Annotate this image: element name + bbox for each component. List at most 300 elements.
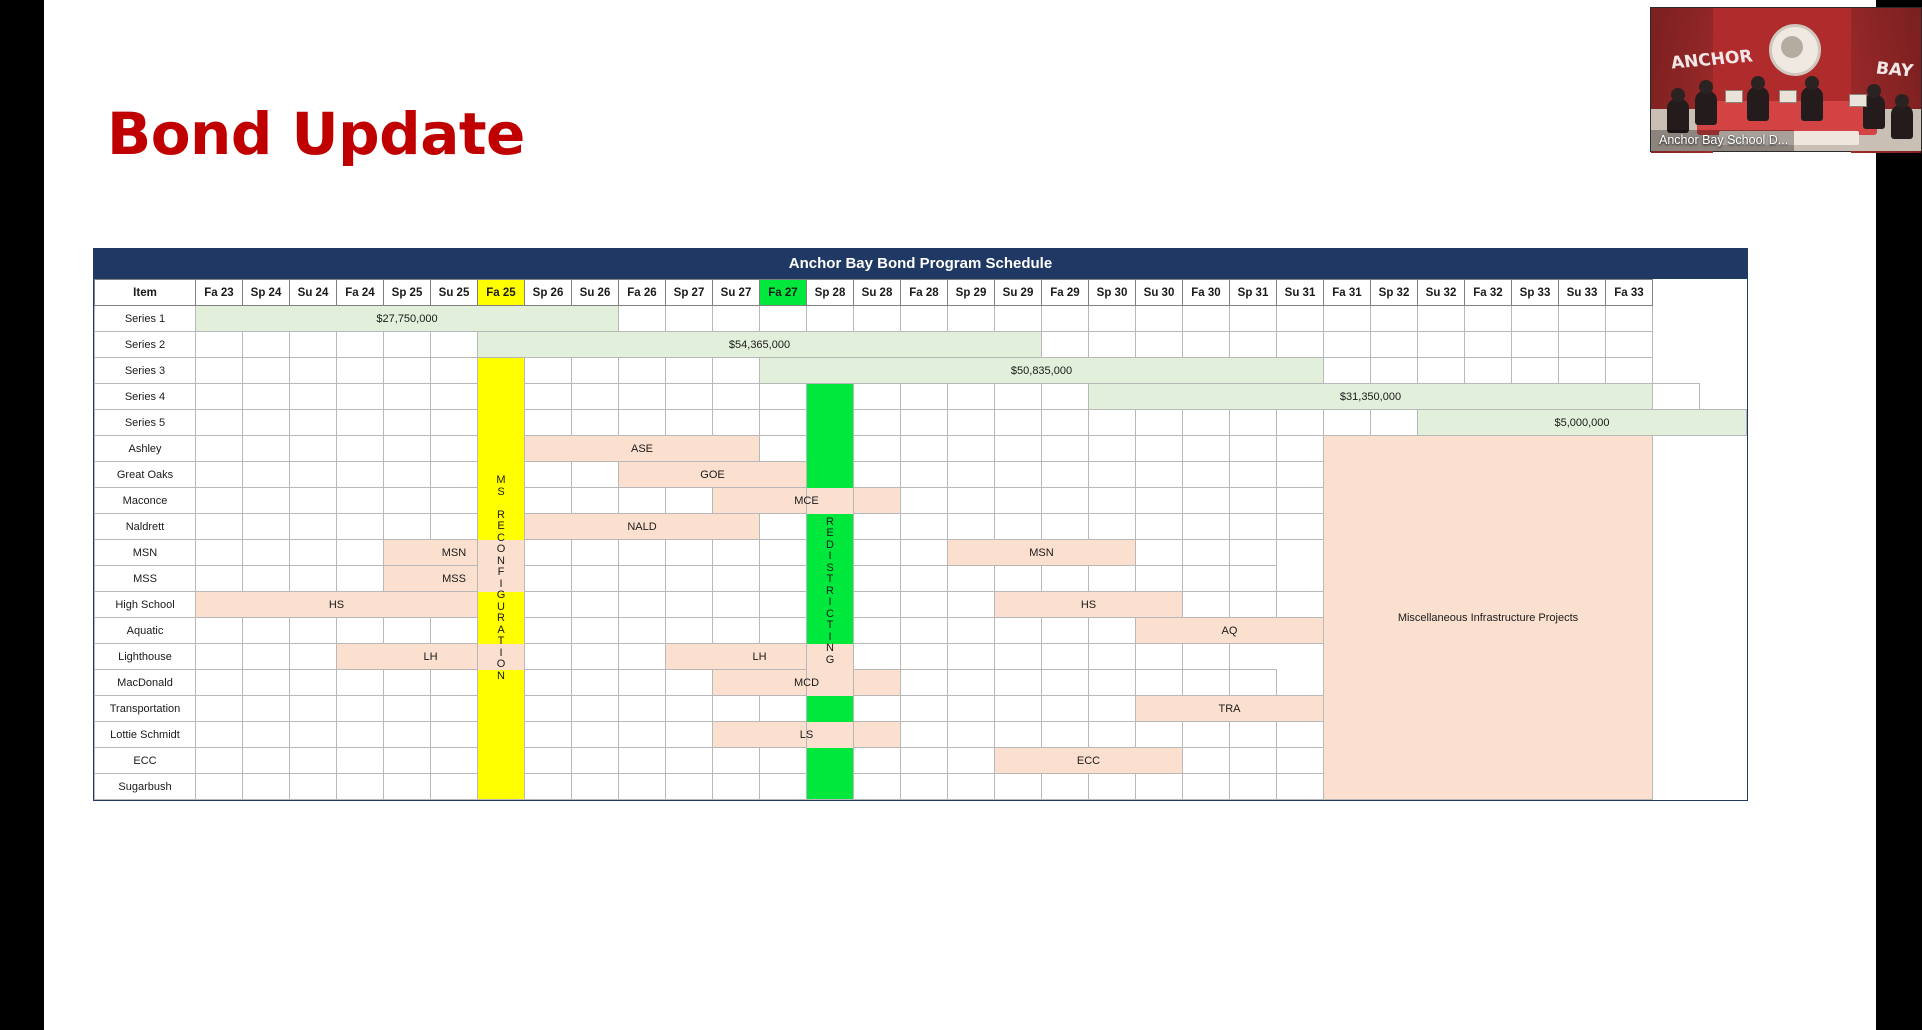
grid-cell	[337, 566, 384, 592]
grid-cell	[431, 670, 478, 696]
grid-cell	[995, 410, 1042, 436]
grid-cell	[1136, 514, 1183, 540]
grid-cell	[337, 540, 384, 566]
grid-cell	[337, 384, 384, 410]
grid-cell	[1089, 618, 1136, 644]
grid-cell	[384, 514, 431, 540]
grid-cell	[760, 696, 807, 722]
grid-cell	[525, 462, 572, 488]
video-participant-tile[interactable]	[1650, 7, 1922, 152]
project-bar-lh: LH	[337, 644, 525, 670]
grid-cell	[1371, 410, 1418, 436]
header-col-sp-26: Sp 26	[525, 280, 572, 306]
grid-cell	[243, 540, 290, 566]
grid-cell	[1324, 306, 1371, 332]
grid-cell	[1512, 358, 1559, 384]
grid-cell	[525, 722, 572, 748]
row-label: Sugarbush	[95, 774, 196, 800]
grid-cell	[1418, 332, 1465, 358]
grid-cell	[1277, 514, 1324, 540]
grid-cell	[995, 696, 1042, 722]
header-col-fa-33: Fa 33	[1606, 280, 1653, 306]
grid-cell	[196, 358, 243, 384]
grid-cell	[1230, 462, 1277, 488]
grid-cell	[384, 436, 431, 462]
grid-cell	[337, 696, 384, 722]
grid-cell	[619, 592, 666, 618]
header-col-sp-25: Sp 25	[384, 280, 431, 306]
project-bar-ecc: ECC	[995, 748, 1183, 774]
slide-canvas	[44, 0, 1915, 1030]
grid-cell	[948, 774, 995, 800]
grid-cell	[290, 566, 337, 592]
grid-cell	[1230, 592, 1277, 618]
grid-cell	[854, 306, 901, 332]
grid-cell	[901, 410, 948, 436]
grid-cell	[337, 436, 384, 462]
grid-cell	[666, 306, 713, 332]
grid-cell	[619, 540, 666, 566]
header-col-fa-23: Fa 23	[196, 280, 243, 306]
grid-cell	[948, 566, 995, 592]
grid-cell	[196, 566, 243, 592]
grid-cell	[901, 592, 948, 618]
grid-cell	[384, 358, 431, 384]
row-label: Lighthouse	[95, 644, 196, 670]
grid-cell	[290, 748, 337, 774]
grid-cell	[290, 358, 337, 384]
redistricting-band: R E D I S T R I C T I N G	[807, 384, 854, 800]
grid-cell	[431, 514, 478, 540]
header-col-su-26: Su 26	[572, 280, 619, 306]
project-bar-mcd: MCD	[713, 670, 901, 696]
grid-cell	[337, 332, 384, 358]
grid-cell	[619, 774, 666, 800]
grid-cell	[901, 722, 948, 748]
grid-cell	[290, 436, 337, 462]
grid-cell	[290, 696, 337, 722]
grid-cell	[948, 748, 995, 774]
grid-cell	[431, 436, 478, 462]
grid-cell	[337, 670, 384, 696]
grid-cell	[384, 670, 431, 696]
grid-cell	[1089, 722, 1136, 748]
grid-cell	[948, 410, 995, 436]
grid-cell	[1277, 436, 1324, 462]
grid-cell	[854, 514, 901, 540]
row-label: MSN	[95, 540, 196, 566]
header-col-sp-31: Sp 31	[1230, 280, 1277, 306]
grid-cell	[290, 462, 337, 488]
grid-cell	[337, 618, 384, 644]
grid-cell	[901, 306, 948, 332]
grid-cell	[290, 332, 337, 358]
grid-cell	[1089, 436, 1136, 462]
grid-cell	[196, 488, 243, 514]
header-col-fa-31: Fa 31	[1324, 280, 1371, 306]
grid-cell	[525, 384, 572, 410]
grid-cell	[619, 410, 666, 436]
grid-cell	[431, 774, 478, 800]
banner-text-right: BAY	[1874, 58, 1915, 82]
grid-cell	[1324, 358, 1371, 384]
grid-cell	[572, 644, 619, 670]
grid-cell	[901, 670, 948, 696]
grid-cell	[713, 410, 760, 436]
grid-cell	[337, 774, 384, 800]
grid-cell	[995, 488, 1042, 514]
grid-cell	[1183, 488, 1230, 514]
project-bar-nald: NALD	[525, 514, 760, 540]
grid-cell	[243, 748, 290, 774]
grid-cell	[290, 540, 337, 566]
grid-cell	[713, 696, 760, 722]
grid-cell	[1042, 670, 1089, 696]
grid-cell	[666, 410, 713, 436]
monitor-icon	[1849, 94, 1867, 107]
grid-cell	[1042, 488, 1089, 514]
grid-cell	[525, 696, 572, 722]
grid-cell	[384, 722, 431, 748]
grid-cell	[431, 358, 478, 384]
grid-cell	[995, 306, 1042, 332]
grid-cell	[1230, 722, 1277, 748]
grid-cell	[1042, 644, 1089, 670]
row-label: Transportation	[95, 696, 196, 722]
header-col-sp-33: Sp 33	[1512, 280, 1559, 306]
grid-cell	[384, 384, 431, 410]
grid-cell	[901, 696, 948, 722]
grid-cell	[1230, 748, 1277, 774]
grid-cell	[1183, 306, 1230, 332]
grid-cell	[431, 748, 478, 774]
row-label: Aquatic	[95, 618, 196, 644]
project-bar-ase: ASE	[525, 436, 760, 462]
person-silhouette	[1695, 91, 1717, 125]
schedule-title: Anchor Bay Bond Program Schedule	[94, 249, 1747, 279]
grid-cell	[243, 462, 290, 488]
grid-cell	[760, 540, 807, 566]
row-label: Maconce	[95, 488, 196, 514]
grid-cell	[901, 436, 948, 462]
grid-cell	[901, 462, 948, 488]
grid-cell	[1277, 774, 1324, 800]
grid-cell	[1277, 306, 1324, 332]
grid-cell	[619, 384, 666, 410]
grid-cell	[525, 566, 572, 592]
grid-cell	[1042, 774, 1089, 800]
grid-cell	[948, 514, 995, 540]
grid-cell	[713, 618, 760, 644]
grid-cell	[1183, 774, 1230, 800]
grid-cell	[525, 358, 572, 384]
row-label: Series 5	[95, 410, 196, 436]
row-label: Naldrett	[95, 514, 196, 540]
grid-cell	[243, 670, 290, 696]
grid-cell	[1606, 332, 1653, 358]
row-label: Lottie Schmidt	[95, 722, 196, 748]
project-bar-mce: MCE	[713, 488, 901, 514]
grid-cell	[243, 514, 290, 540]
grid-cell	[431, 488, 478, 514]
grid-cell	[666, 696, 713, 722]
grid-cell	[196, 384, 243, 410]
grid-cell	[431, 410, 478, 436]
grid-cell	[337, 514, 384, 540]
grid-cell	[901, 748, 948, 774]
grid-cell	[619, 644, 666, 670]
grid-cell	[760, 410, 807, 436]
monitor-icon	[1725, 90, 1743, 103]
grid-cell	[525, 410, 572, 436]
grid-cell	[1042, 618, 1089, 644]
grid-cell	[1371, 358, 1418, 384]
grid-cell	[525, 618, 572, 644]
grid-cell	[666, 358, 713, 384]
grid-cell	[1606, 358, 1653, 384]
grid-cell	[619, 670, 666, 696]
grid-cell	[196, 514, 243, 540]
grid-cell	[337, 722, 384, 748]
grid-cell	[666, 722, 713, 748]
grid-cell	[807, 306, 854, 332]
grid-cell	[995, 618, 1042, 644]
table-row	[95, 306, 1747, 332]
grid-cell	[666, 748, 713, 774]
grid-cell	[572, 384, 619, 410]
grid-cell	[337, 462, 384, 488]
header-col-sp-28: Sp 28	[807, 280, 854, 306]
grid-cell	[525, 488, 572, 514]
schedule-header-row	[95, 280, 1747, 306]
grid-cell	[525, 592, 572, 618]
series-amount-bar: $50,835,000	[760, 358, 1324, 384]
schedule-body	[95, 306, 1747, 800]
row-label: Series 4	[95, 384, 196, 410]
grid-cell	[854, 592, 901, 618]
grid-cell	[1183, 566, 1230, 592]
grid-cell	[196, 540, 243, 566]
header-col-su-27: Su 27	[713, 280, 760, 306]
grid-cell	[243, 722, 290, 748]
grid-cell	[384, 774, 431, 800]
grid-cell	[1136, 774, 1183, 800]
grid-cell	[525, 670, 572, 696]
grid-cell	[948, 696, 995, 722]
grid-cell	[713, 774, 760, 800]
header-col-fa-24: Fa 24	[337, 280, 384, 306]
header-col-su-33: Su 33	[1559, 280, 1606, 306]
grid-cell	[619, 618, 666, 644]
grid-cell	[854, 774, 901, 800]
grid-cell	[854, 384, 901, 410]
grid-cell	[1230, 774, 1277, 800]
project-bar-aq: AQ	[1136, 618, 1324, 644]
grid-cell	[666, 774, 713, 800]
grid-cell	[243, 410, 290, 436]
grid-cell	[948, 436, 995, 462]
grid-cell	[1230, 410, 1277, 436]
grid-cell	[1277, 462, 1324, 488]
grid-cell	[384, 410, 431, 436]
table-row	[95, 436, 1747, 462]
grid-cell	[1089, 644, 1136, 670]
grid-cell	[1183, 644, 1230, 670]
grid-cell	[572, 618, 619, 644]
header-col-su-29: Su 29	[995, 280, 1042, 306]
grid-cell	[1277, 410, 1324, 436]
header-col-fa-32: Fa 32	[1465, 280, 1512, 306]
grid-cell	[901, 384, 948, 410]
project-bar-mss: MSS	[384, 566, 525, 592]
schedule-table	[94, 279, 1747, 800]
header-col-su-24: Su 24	[290, 280, 337, 306]
grid-cell	[760, 436, 807, 462]
header-col-su-31: Su 31	[1277, 280, 1324, 306]
grid-cell	[760, 618, 807, 644]
grid-cell	[1465, 306, 1512, 332]
banner-text-left: ANCHOR	[1669, 46, 1755, 74]
grid-cell	[854, 644, 901, 670]
grid-cell	[1136, 306, 1183, 332]
project-bar-tra: TRA	[1136, 696, 1324, 722]
grid-cell	[196, 774, 243, 800]
grid-cell	[995, 644, 1042, 670]
grid-cell	[1042, 514, 1089, 540]
grid-cell	[1230, 436, 1277, 462]
grid-cell	[901, 540, 948, 566]
grid-cell	[1418, 306, 1465, 332]
page-title: Bond Update	[107, 100, 525, 168]
grid-cell	[1183, 514, 1230, 540]
project-bar-goe: GOE	[619, 462, 807, 488]
series-amount-bar: $5,000,000	[1418, 410, 1747, 436]
grid-cell	[1089, 462, 1136, 488]
grid-cell	[1042, 462, 1089, 488]
grid-cell	[1277, 748, 1324, 774]
grid-cell	[196, 748, 243, 774]
grid-cell	[572, 566, 619, 592]
grid-cell	[948, 306, 995, 332]
grid-cell	[290, 488, 337, 514]
row-label: Series 2	[95, 332, 196, 358]
grid-cell	[713, 540, 760, 566]
grid-cell	[666, 618, 713, 644]
grid-cell	[666, 670, 713, 696]
grid-cell	[431, 332, 478, 358]
grid-cell	[948, 722, 995, 748]
grid-cell	[619, 566, 666, 592]
grid-cell	[901, 514, 948, 540]
header-col-su-32: Su 32	[1418, 280, 1465, 306]
grid-cell	[619, 696, 666, 722]
grid-cell	[995, 462, 1042, 488]
grid-cell	[196, 410, 243, 436]
grid-cell	[760, 384, 807, 410]
grid-cell	[854, 410, 901, 436]
project-bar-msn: MSN	[948, 540, 1136, 566]
header-col-fa-29: Fa 29	[1042, 280, 1089, 306]
grid-cell	[337, 748, 384, 774]
grid-cell	[901, 488, 948, 514]
grid-cell	[196, 462, 243, 488]
series-amount-bar: $54,365,000	[478, 332, 1042, 358]
grid-cell	[1183, 410, 1230, 436]
grid-cell	[1183, 462, 1230, 488]
grid-cell	[1089, 566, 1136, 592]
grid-cell	[431, 462, 478, 488]
person-silhouette	[1801, 87, 1823, 121]
grid-cell	[1230, 566, 1277, 592]
grid-cell	[290, 644, 337, 670]
grid-cell	[1183, 332, 1230, 358]
grid-cell	[1042, 384, 1089, 410]
grid-cell	[1653, 384, 1700, 410]
grid-cell	[1089, 670, 1136, 696]
grid-cell	[854, 748, 901, 774]
header-item: Item	[95, 280, 196, 306]
grid-cell	[995, 384, 1042, 410]
row-label: MacDonald	[95, 670, 196, 696]
grid-cell	[572, 748, 619, 774]
grid-cell	[243, 436, 290, 462]
row-label: Great Oaks	[95, 462, 196, 488]
grid-cell	[196, 722, 243, 748]
grid-cell	[525, 644, 572, 670]
grid-cell	[1042, 722, 1089, 748]
grid-cell	[760, 306, 807, 332]
grid-cell	[1606, 306, 1653, 332]
grid-cell	[1183, 436, 1230, 462]
grid-cell	[713, 306, 760, 332]
grid-cell	[1136, 488, 1183, 514]
grid-cell	[948, 592, 995, 618]
grid-cell	[1559, 358, 1606, 384]
grid-cell	[1324, 410, 1371, 436]
project-bar-lh: LH	[666, 644, 854, 670]
table-row	[95, 332, 1747, 358]
grid-cell	[196, 696, 243, 722]
grid-cell	[1371, 306, 1418, 332]
grid-cell	[572, 722, 619, 748]
header-col-su-28: Su 28	[854, 280, 901, 306]
grid-cell	[290, 722, 337, 748]
grid-cell	[572, 358, 619, 384]
grid-cell	[666, 540, 713, 566]
grid-cell	[572, 410, 619, 436]
grid-cell	[1418, 358, 1465, 384]
grid-cell	[1136, 436, 1183, 462]
grid-cell	[572, 488, 619, 514]
header-col-sp-32: Sp 32	[1371, 280, 1418, 306]
grid-cell	[431, 384, 478, 410]
row-label: Ashley	[95, 436, 196, 462]
grid-cell	[948, 488, 995, 514]
grid-cell	[1230, 540, 1277, 566]
header-col-sp-30: Sp 30	[1089, 280, 1136, 306]
header-col-fa-30: Fa 30	[1183, 280, 1230, 306]
grid-cell	[619, 488, 666, 514]
grid-cell	[1324, 332, 1371, 358]
grid-cell	[1089, 488, 1136, 514]
grid-cell	[995, 436, 1042, 462]
grid-cell	[243, 696, 290, 722]
grid-cell	[901, 774, 948, 800]
header-col-fa-26: Fa 26	[619, 280, 666, 306]
grid-cell	[1183, 670, 1230, 696]
grid-cell	[1230, 488, 1277, 514]
grid-cell	[948, 618, 995, 644]
